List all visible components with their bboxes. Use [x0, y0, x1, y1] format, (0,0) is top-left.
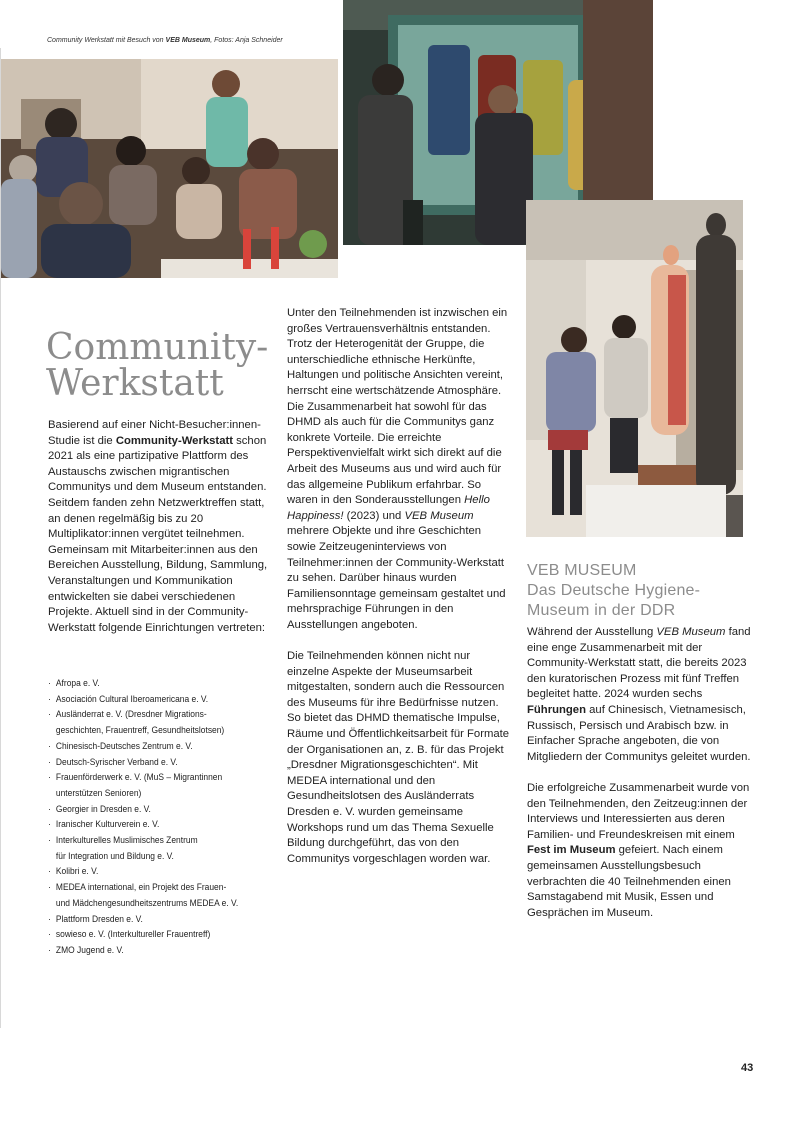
section-heading-line-1: VEB MUSEUM: [527, 562, 637, 579]
organisation-name: Plattform Dresden e. V.: [55, 913, 143, 925]
col2-text-c: mehrere Objekte und ihre Geschichten sowie Zeitzeugeninterviews von Teilnehmer:innen der Community-Werkstatt zu sehen. Darüber hinaus wurden Familiensonntage gemeinsam gestaltet und mehrsprachige Führungen in den Ausstellungen angeboten.: [287, 525, 506, 631]
organisation-list-item: [48, 739, 250, 755]
organisation-name: Iranischer Kulturverein e. V.: [55, 819, 160, 831]
col3-bold-fuehrungen: Führungen: [527, 703, 586, 716]
organisation-list-item: [48, 676, 250, 692]
col2-exhibition-hello-happiness: Hello Happiness!: [287, 494, 490, 522]
organisation-name-continued: geschichten, Frauentreff, Gesundheitslotsen): [55, 725, 225, 737]
organisation-list-item: [48, 833, 250, 864]
organisation-name: Afropa e. V.: [55, 678, 100, 689]
caption-suffix: , Fotos: Anja Schneider: [210, 37, 283, 44]
organisation-list: [48, 676, 250, 959]
col1-text-a: Basierend auf einer Nicht-Besucher:innen-Studie ist die: [48, 419, 261, 447]
organisation-list-item: [48, 692, 250, 708]
col3-text-d: Die erfolgreiche Zusammenarbeit wurde von den Teilnehmenden, den Zeitzeug:innen der Interviews und Interessierten aus deren Familien- und Freundeskreisen mit einem: [527, 781, 750, 841]
col3-bold-fest: Fest im Museum: [527, 844, 616, 857]
col2-paragraph-2: Die Teilnehmenden können nicht nur einzelne Aspekte der Museumsarbeit mitgestalten, sondern auch die Ressourcen des Museums für ihre Bedürfnisse nutzen. So bietet das DHMD thematische Impulse, Räume und Öffentlichkeitsarbeit für Formate der Organisationen an, z. B. für das Projekt „Dresdner Migrationsgeschichten“. Mit MEDEA international und den Gesundheitslotsen des Ausländerrats Dresden e. V. wurden gemeinsame Workshops rund um das Thema Sexuelle Bildung durchgeführt, das von den Communitys vorgeschlagen worden war.: [287, 650, 510, 865]
col3-text-a: Während der Ausstellung: [527, 626, 657, 638]
organisation-name: Kolibri e. V.: [55, 866, 99, 878]
column-1: [48, 418, 276, 636]
col2-paragraph-1: [287, 306, 511, 633]
col3-exhibition-veb-museum: VEB Museum: [656, 626, 726, 638]
col3-paragraph-2: [527, 781, 751, 921]
col2-text-a: Unter den Teilnehmenden ist inzwischen ein großes Vertrauensverhältnis entstanden. Trotz der Heterogenität der Gruppe, die unterschiedliche ethnische Herkünfte, Haltungen und politische Ansichten vereint, herrscht eine wertschätzende Atmosphäre. Die Zusammenarbeit hat sowohl für das DHMD als auch für die Communitys ganz konkrete Vorteile. Die erreichte Perspektivenvielfalt wirkt sich direkt auf die Arbeit des Museums aus und wird auch für das allgemeine Publikum erfahrbar. So waren in den Sonderausstellungen: [287, 307, 508, 507]
organisation-name: Frauenförderwerk e. V. (MuS – Migrantinnen: [55, 772, 223, 784]
organisation-name: ZMO Jugend e. V.: [55, 944, 124, 956]
col1-bold-community: Community-Werkstatt: [115, 434, 233, 447]
photo-audience: [1, 59, 338, 278]
organisation-name: Deutsch-Syrischer Verband e. V.: [55, 756, 178, 768]
organisation-list-item: [48, 755, 250, 771]
col3-text-e: gefeiert. Nach einem gemeinsamen Ausstellungsbesuch verbrachten die 40 Teilnehmenden einen Samstagabend mit Musik, Essen und Gesprächen im Museum.: [527, 844, 731, 919]
col2-exhibition-veb-museum: VEB Museum: [404, 509, 474, 522]
organisation-list-item: [48, 927, 250, 943]
col2-text-b: (2023) und: [343, 509, 405, 522]
organisation-list-item: [48, 880, 250, 911]
col3-text-c: auf Chinesisch, Vietnamesisch, Russisch, Persisch und Arabisch bzw. in Einfacher Sprache angeboten, die von Mitgliedern der Communitys geleitet wurden.: [527, 703, 751, 763]
organisation-name: Chinesisch-Deutsches Zentrum e. V.: [55, 740, 193, 752]
organisation-list-item: [48, 770, 250, 801]
section-heading-line-2: Das Deutsche Hygiene-: [527, 582, 701, 599]
organisation-name: Asociación Cultural Iberoamericana e. V.: [55, 693, 209, 705]
title-line-2: Werkstatt: [46, 363, 224, 404]
col1-paragraph: [48, 418, 276, 636]
col1-text-b: schon 2021 als eine partizipative Plattform des Austauschs zwischen migrantischen Communitys und dem Museum entstanden. Seitdem fanden zehn Netzwerktreffen statt, an denen regelmäßig bis zu 20 Multiplikator:innen vergütet teilnehmen. Gemeinsam mit Mitarbeiter:innen aus den Bereichen Ausstellung, Bildung, Sammlung, Veranstaltungen und Kommunikation entwickelten sie dabei verschiedenen Projekte. Aktuell sind in der Community-Werkstatt folgende Einrichtungen vertreten:: [48, 434, 268, 634]
organisation-name-continued: und Mädchengesundheitszentrums MEDEA e. V.: [55, 897, 239, 909]
organisation-name: Ausländerrat e. V. (Dresdner Migrations-: [55, 709, 207, 721]
organisation-list-item: [48, 707, 250, 738]
organisation-name: Interkulturelles Muslimisches Zentrum: [55, 835, 198, 847]
page-title: [46, 327, 269, 404]
organisation-name: Georgier in Dresden e. V.: [55, 803, 151, 815]
organisation-list-item: [48, 802, 250, 818]
organisation-name: sowieso e. V. (Interkultureller Frauentreff): [55, 929, 211, 941]
title-line-1: Community-: [46, 327, 269, 368]
organisation-name-continued: unterstützen Senioren): [55, 787, 142, 799]
photo-anatomy-sculptures: [526, 200, 743, 537]
section-heading-line-3: Museum in der DDR: [527, 602, 676, 619]
col3-text-b: fand eine enge Zusammenarbeit mit der Community-Werkstatt statt, die bereits 2023 den kuratorischen Prozess mit fünf Treffen begleitet hatte. 2024 wurden sechs: [527, 626, 751, 701]
page-number: 43: [741, 1062, 754, 1074]
col3-paragraph-1: [527, 625, 751, 765]
organisation-name: MEDEA international, ein Projekt des Frauen-: [55, 882, 227, 894]
organisation-list-item: [48, 912, 250, 928]
organisation-list-item: [48, 817, 250, 833]
column-2: [287, 306, 511, 867]
caption-prefix: Community Werkstatt mit Besuch von: [47, 37, 166, 44]
organisation-name-continued: für Integration und Bildung e. V.: [55, 850, 174, 862]
photo-caption: [47, 37, 283, 44]
organisation-list-item: [48, 864, 250, 880]
column-3: [527, 625, 751, 921]
section-heading: [527, 561, 757, 621]
organisation-list-item: [48, 943, 250, 959]
caption-museum: VEB Museum: [165, 37, 211, 44]
